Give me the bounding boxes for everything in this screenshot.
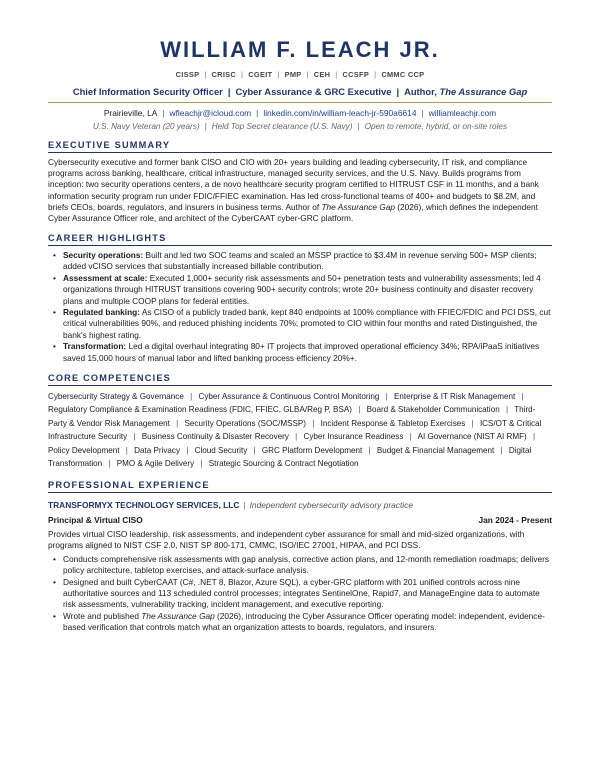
competency-item: Policy Development <box>48 445 120 455</box>
competency-item: Data Privacy <box>134 445 181 455</box>
competency-item: Cybersecurity Strategy & Governance <box>48 391 184 401</box>
work-preference: Open to remote, hybrid, or on-site roles <box>364 122 508 131</box>
bullet-icon: • <box>53 307 56 318</box>
role-summary: Provides virtual CISO leadership, risk assessments, and independent cyber assurance for small and mid-sized organizations, with programs aligned to NIST CSF 2.0, NIST SP 800-171, CMMC, ISO/IEC 27001, HIPAA, and PCI DSS. <box>48 528 525 550</box>
bullet-icon: • <box>53 554 56 565</box>
cert: PMP <box>284 70 302 79</box>
competencies-list: Cybersecurity Strategy & Governance | Cyber Assurance & Continuous Control Monitoring | Enterprise & IT Risk Management | Regulatory Compliance & Examination Readiness (FDIC, FFIEC, GLBA/Reg P, BSA) | Board & Stakeholder Communication | Third-Party & Vendor Risk Management | Security Operations (SOC/MSSP) | Incident Response & Tabletop Exercises | ICS/OT & Critical Infrastructure Security | Business Continuity & Disaster Recovery | Cyber Insurance Readiness | AI Governance (NIST AI RMF) | Policy Development | Data Privacy | Cloud Security | GRC Platform Development | Budget & Financial Management | Digital Transformation | PMO & Agile Delivery | Strategic Sourcing & Contract Negotiation <box>48 391 542 469</box>
list-item: • Transformation: Led a digital overhaul integrating 80+ IT projects that improved operational efficiency 34%; RPA/iPaaS initiatives saved 15,000 hours of manual labor and lifted banking process efficiency 20%+. <box>53 341 540 363</box>
title-ciso: Chief Information Security Officer <box>72 86 223 97</box>
book-title: The Assurance Gap <box>439 86 528 97</box>
competency-item: Strategic Sourcing & Contract Negotiation <box>208 459 359 469</box>
veteran-status: U.S. Navy Veteran (20 years) <box>92 122 200 131</box>
role-bullets <box>48 554 552 633</box>
employer-name: TRANSFORMYX TECHNOLOGY SERVICES, LLC <box>48 499 240 510</box>
linkedin-link[interactable]: linkedin.com/in/william-leach-jr-590a6614 <box>263 108 417 118</box>
header-divider <box>48 102 552 103</box>
bullet-icon: • <box>53 341 56 352</box>
role-title: Principal & Virtual CISO <box>48 514 143 525</box>
competency-item: Cyber Insurance Readiness <box>303 432 404 442</box>
competency-item: Security Operations (SOC/MSSP) <box>184 418 306 428</box>
candidate-name: WILLIAM F. LEACH JR. <box>160 37 440 62</box>
list-item: • Wrote and published The Assurance Gap (2026), introducing the Cyber Assurance Officer operating model: independent, evidence-based verification that controls match what an organization attests to boards, regulators, and insurers. <box>53 611 545 633</box>
cert: CMMC CCP <box>381 70 425 79</box>
competency-item: Business Continuity & Disaster Recovery <box>141 432 289 442</box>
competencies-heading: CORE COMPETENCIES <box>48 373 552 386</box>
bullet-icon: • <box>53 577 56 588</box>
summary-heading: EXECUTIVE SUMMARY <box>48 140 552 153</box>
list-item: • Assessment at scale: Executed 1,000+ security risk assessments and 50+ penetration tests and vulnerability assessments; led 4 organizations through HITRUST transitions covering 900+ security controls; wrote 20+ business continuity and disaster recovery plans and multiple COOP plans for federal entities. <box>53 273 541 306</box>
list-item: • Designed and built CyberCAAT (C#, .NET 8, Blazor, Azure SQL), a cyber-GRC platform with 201 unified controls across nine authoritative sources and 113 scheduled control processes; integrates SentinelOne, Rapid7, and ManageEngine data to automate risk assessments, vulnerability tracking, incident management, and executive reporting. <box>53 577 540 610</box>
website-link[interactable]: williamleachjr.com <box>428 108 497 118</box>
list-item: • Conducts comprehensive risk assessments with gap analysis, corrective action plans, and 12-month remediation roadmaps; delivers policy architecture, tabletop exercises, and attack-surface analysis. <box>53 554 550 576</box>
headline-titles: Chief Information Security Officer | Cyber Assurance & GRC Executive | Author, The Assurance Gap <box>72 86 528 97</box>
cert: CISSP <box>175 70 200 79</box>
competency-item: Enterprise & IT Risk Management <box>393 391 516 401</box>
bullet-icon: • <box>53 250 56 261</box>
competency-item: GRC Platform Development <box>261 445 363 455</box>
role-row <box>48 515 552 525</box>
role-dates: Jan 2024 - Present <box>478 514 552 525</box>
competency-item: Cloud Security <box>194 445 248 455</box>
competency-item: Incident Response & Tabletop Exercises <box>320 418 466 428</box>
employer-line: TRANSFORMYX TECHNOLOGY SERVICES, LLC | Independent cybersecurity advisory practice <box>48 499 413 510</box>
competency-item: Digital Transformation <box>48 445 532 469</box>
competency-item: PMO & Agile Delivery <box>116 459 195 469</box>
competency-item: Regulatory Compliance & Examination Readiness (FDIC, FFIEC, GLBA/Reg P, BSA) <box>48 405 352 415</box>
competency-item: Board & Stakeholder Communication <box>366 405 500 415</box>
book-title: The Assurance Gap <box>321 201 395 212</box>
title-author: Author, <box>404 86 437 97</box>
cert: CGEIT <box>248 70 273 79</box>
competency-item: ICS/OT & Critical Infrastructure Security <box>48 418 542 442</box>
list-item: • Regulated banking: As CISO of a publicly traded bank, kept 840 endpoints at 100% compliance with FFIEC/FDIC and PCI DSS, cut critical vulnerabilities 90%, and reduced phishing incidents 70%; promoted to CIO within four months and rated Distinguished, the bank's highest rating. <box>53 307 551 340</box>
experience-heading: PROFESSIONAL EXPERIENCE <box>48 480 552 493</box>
highlights-heading: CAREER HIGHLIGHTS <box>48 233 552 246</box>
location: Prairieville, LA <box>103 108 158 118</box>
email-link[interactable]: wfleachjr@icloud.com <box>169 108 252 118</box>
highlights-list <box>48 250 552 364</box>
cert: CRISC <box>211 70 237 79</box>
summary-text: Cybersecurity executive and former bank CISO and CIO with 20+ years building and leading cybersecurity, IT risk, and compliance programs across banking, healthcare, critical infrastructure, managed security services, and the U.S. Navy. Builds programs from inception: two security operations centers, a de novo healthcare security program certified to HITRUST CSF in 11 months, and a bank information security program run under FDIC/FFIEC examination. Has led cross-functional teams of 400+ and budgets to $8.2M, and briefs CEOs, boards, regulators, and insurers in business terms. Author of The Assurance Gap (2026), which defines the independent Cyber Assurance Officer role, and architect of the CyberCAAT cyber-GRC platform. <box>48 157 539 224</box>
bullet-icon: • <box>53 273 56 284</box>
competency-item: Budget & Financial Management <box>376 445 495 455</box>
competency-item: AI Governance (NIST AI RMF) <box>417 432 527 442</box>
list-item: • Security operations: Built and led two SOC teams and scaled an MSSP practice to $3.4M in revenue serving 500+ MSP clients; added vCISO services that substantially increased billable contribution. <box>53 250 537 272</box>
competency-item: Cyber Assurance & Continuous Control Monitoring <box>198 391 380 401</box>
title-grc: Cyber Assurance & GRC Executive <box>235 86 392 97</box>
employer-description: Independent cybersecurity advisory practice <box>249 499 413 510</box>
cert: CEH <box>313 70 331 79</box>
bullet-icon: • <box>53 611 56 622</box>
contact-line: Prairieville, LA | wfleachjr@icloud.com | linkedin.com/in/william-leach-jr-590a6614 | williamleachjr.com <box>103 108 497 118</box>
book-title: The Assurance Gap <box>141 611 215 622</box>
cert: CCSFP <box>342 70 370 79</box>
certifications-line: CISSP | CRISC | CGEIT | PMP | CEH | CCSFP | CMMC CCP <box>175 70 425 79</box>
clearance-status: Held Top Secret clearance (U.S. Navy) <box>211 122 353 131</box>
status-line: U.S. Navy Veteran (20 years) | Held Top Secret clearance (U.S. Navy) | Open to remote, hybrid, or on-site roles <box>92 122 508 131</box>
competency-item: Third-Party & Vendor Risk Management <box>48 405 536 428</box>
